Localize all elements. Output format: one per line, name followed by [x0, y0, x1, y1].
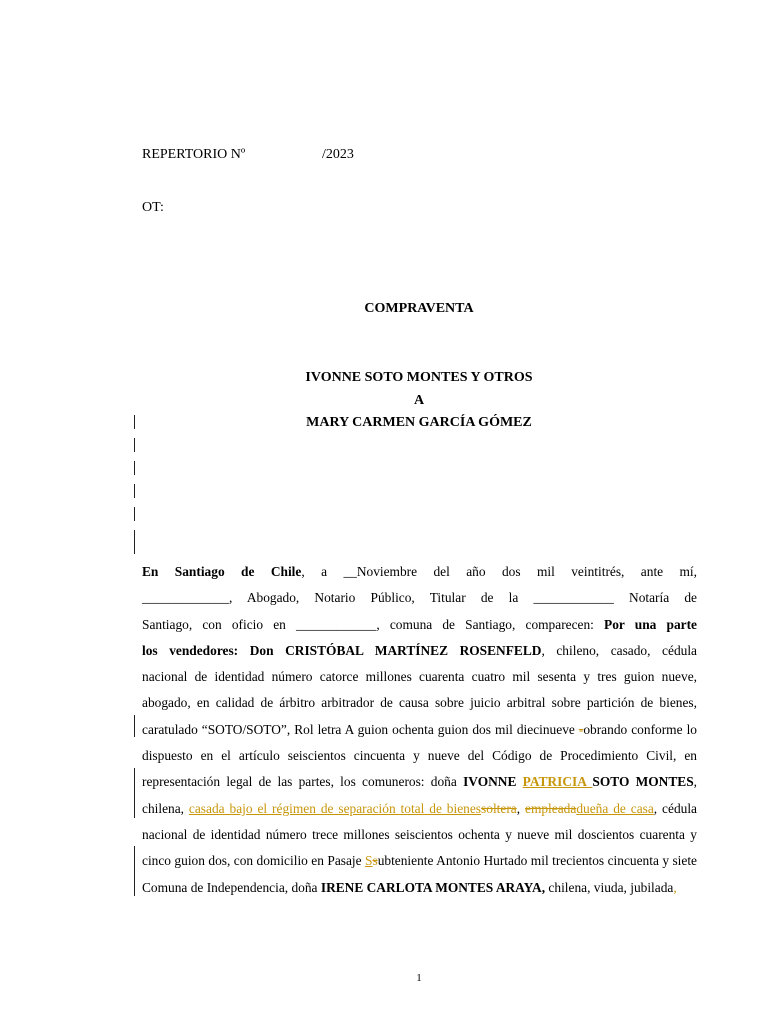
text-run: chilena, [142, 800, 189, 816]
connector-title: A [413, 393, 425, 408]
change-bar [134, 846, 135, 896]
text-run: , chileno, casado, cédula [541, 642, 697, 658]
text-run: cinco guion dos, con domicilio en Pasaje [142, 853, 366, 869]
text-run: IRENE CARLOTA MONTES ARAYA, [320, 879, 546, 895]
party-a-title: IVONNE SOTO MONTES Y OTROS [305, 370, 533, 385]
party-b-title: MARY CARMEN GARCÍA GÓMEZ [306, 415, 532, 430]
repertorio-label: REPERTORIO Nº [142, 147, 246, 162]
text-run: , [673, 879, 677, 895]
page-number: 1 [416, 972, 422, 984]
body-line [142, 638, 697, 664]
body-line [142, 585, 697, 611]
change-bar [134, 484, 135, 498]
change-bar [134, 507, 135, 521]
text-run: Santiago, con oficio en ____________, comuna de Santiago, comparecen: [142, 616, 605, 632]
body-line [142, 875, 697, 901]
text-run: chilena, viuda, jubilada [545, 879, 674, 895]
body-line [142, 743, 697, 769]
text-run: S [365, 853, 373, 869]
body-paragraph [142, 559, 697, 901]
body-line [142, 717, 697, 743]
text-run: abogado, en calidad de árbitro arbitrador de causa sobre juicio arbitral sobre partición de bienes, [142, 695, 697, 711]
text-run: , a __Noviembre del año dos mil veintitrés, ante mí, [301, 564, 697, 579]
text-run: Comuna de Independencia, doña [142, 879, 321, 895]
ot-label: OT: [142, 200, 164, 215]
body-line [142, 690, 697, 716]
text-run: Por una parte [604, 616, 697, 632]
text-run: ubteniente Antonio Hurtado mil trecientos cincuenta y siete [377, 853, 697, 869]
document-title: COMPRAVENTA [364, 301, 474, 316]
text-run: IVONNE [463, 774, 523, 790]
text-run: , [693, 774, 698, 790]
text-run: dueña de casa [576, 800, 654, 816]
text-run: nacional de identidad número trece millones seiscientos ochenta y nueve mil doscientos cuarenta y [142, 826, 697, 842]
change-bar [134, 438, 135, 452]
text-run: - [578, 721, 584, 737]
text-run: , [516, 800, 525, 816]
change-bar [134, 768, 135, 818]
change-bar [134, 461, 135, 475]
change-bar [134, 530, 135, 554]
text-run: soltera [481, 800, 517, 816]
repertorio-year: /2023 [322, 147, 354, 162]
text-run: los vendedores: Don CRISTÓBAL MARTÍNEZ ROSENFELD [142, 642, 542, 658]
body-line [142, 559, 697, 585]
text-run: caratulado “SOTO/SOTO”, Rol letra A guion ochenta guion dos mil diecinueve [142, 721, 579, 737]
change-bar [134, 715, 135, 737]
text-run: casada bajo el régimen de separación total de bienes [188, 800, 482, 816]
text-run: dispuesto en el artículo seiscientos cincuenta y nueve del Código de Procedimiento Civil, en [142, 748, 697, 764]
text-run: s [372, 853, 378, 869]
text-run: obrando conforme lo [583, 721, 697, 737]
text-run: nacional de identidad número catorce millones cuarenta cuatro mil sesenta y tres guion nueve, [142, 669, 697, 685]
body-line [142, 848, 697, 874]
text-run: PATRICIA [522, 774, 593, 790]
text-run: , cédula [653, 800, 697, 816]
body-line [142, 796, 697, 822]
body-line [142, 769, 697, 795]
text-run: empleada [525, 800, 577, 816]
body-line [142, 612, 697, 638]
text-run: SOTO MONTES [592, 774, 694, 790]
text-run: En Santiago de Chile [142, 564, 302, 579]
text-run: _____________, Abogado, Notario Público, Titular de la ____________ Notaría de [142, 590, 697, 606]
change-bar [134, 415, 135, 429]
body-line [142, 664, 697, 690]
body-line [142, 822, 697, 848]
text-run: representación legal de las partes, los comuneros: doña [142, 774, 464, 790]
